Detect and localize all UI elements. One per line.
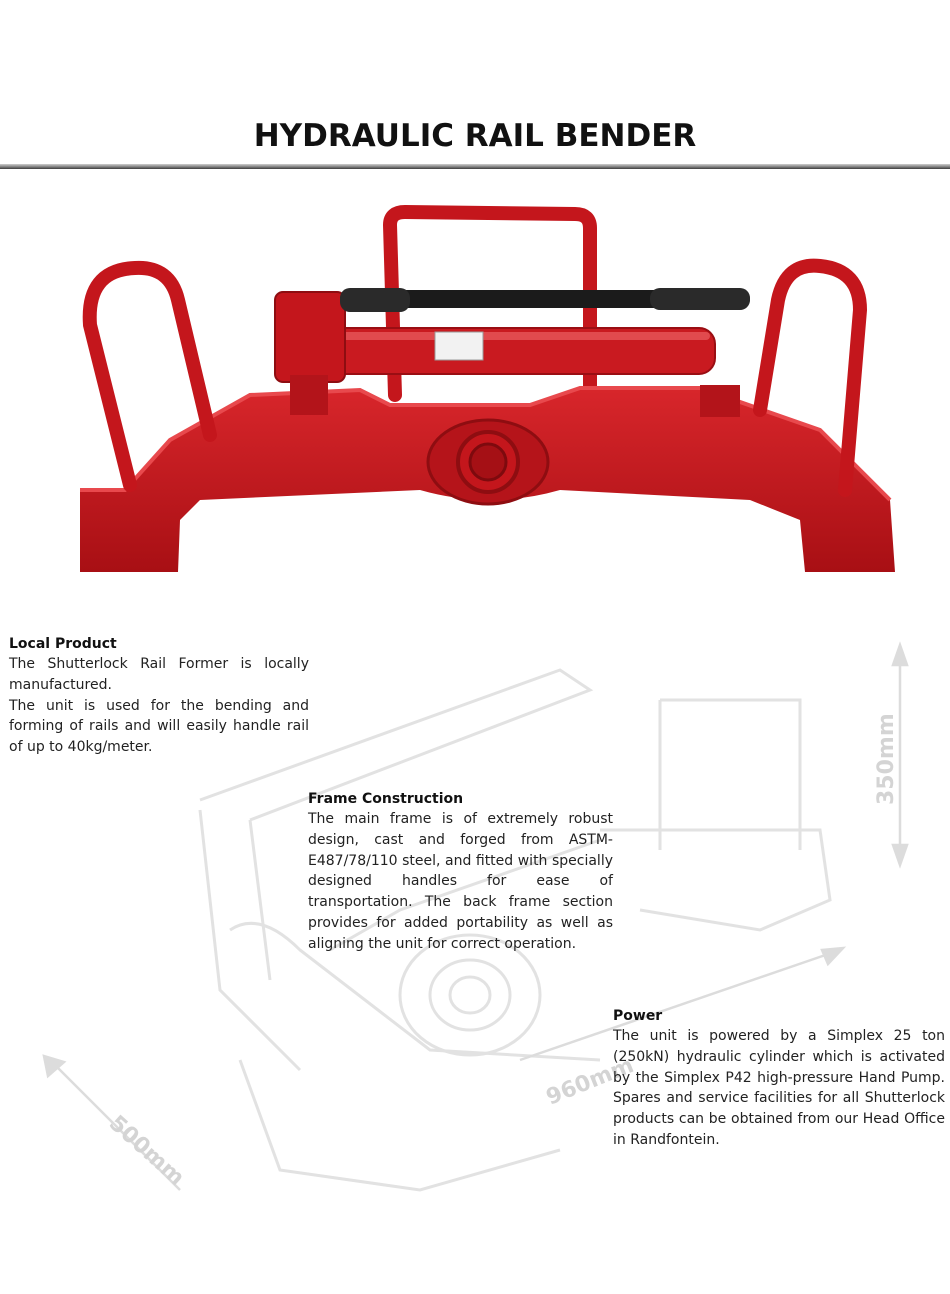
dimension-height-label: 350mm [874, 713, 899, 805]
dimension-width-label: 500mm [103, 1110, 189, 1191]
dimension-length-label: 960mm [542, 1053, 638, 1111]
section-paragraph: The unit is used for the bending and forming of rails and will easily handle rail of up to 40kg/meter. [9, 697, 309, 756]
section-heading: Frame Construction [308, 791, 464, 807]
section-paragraph: The Shutterlock Rail Former is locally manufactured. [9, 656, 309, 693]
section-heading: Power [613, 1008, 663, 1024]
pump-head [275, 292, 345, 382]
section-paragraph: The unit is powered by a Simplex 25 ton (250kN) hydraulic cylinder which is activated by the Simplex P42 high-pressure Hand Pump. Spares and service facilities for all Shutterlock products can be obtained from our Head Office in Randfontein. [613, 1028, 945, 1148]
section-power [613, 1006, 945, 1151]
rail-bender-image [60, 200, 900, 590]
section-heading: Local Product [9, 636, 117, 652]
title-divider [0, 164, 950, 169]
section-paragraph: The main frame is of extremely robust design, cast and forged from ASTM-E487/78/110 steel, and fitted with specially designed handles for ease of transportation. The back frame section provides for added portability as well as aligning the unit for correct operation. [308, 811, 613, 952]
page-title: HYDRAULIC RAIL BENDER [253, 118, 697, 154]
section-frame-construction [308, 789, 613, 955]
section-local-product [9, 634, 309, 758]
